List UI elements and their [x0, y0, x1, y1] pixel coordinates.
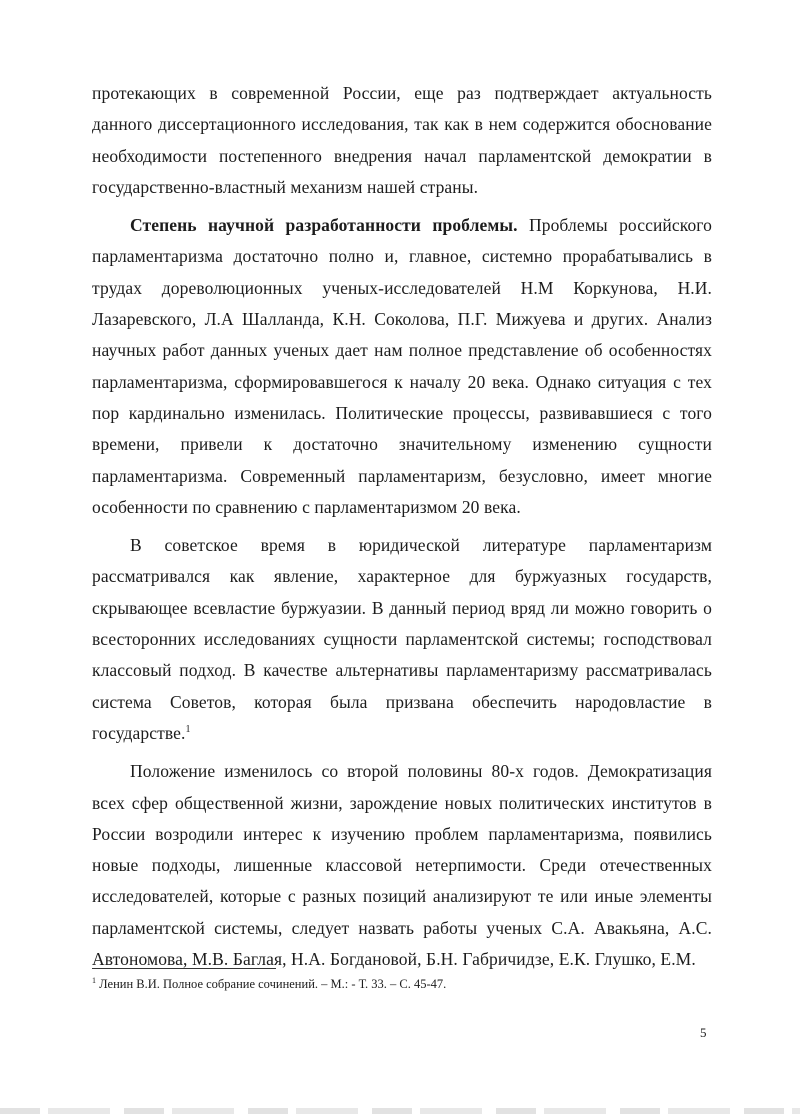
footnote-separator — [92, 968, 276, 969]
paragraph-1-text: протекающих в современной России, еще раз подтверждает актуальность данного диссертационного исследования, так как в нем содержится обоснование необходимости постепенного внедрения начал парламентской демократии в государственно-властный механизм нашей страны. — [92, 83, 712, 197]
paragraph-4-text: Положение изменилось со второй половины 80-х годов. Демократизация всех сфер общественной жизни, зарождение новых политических институтов в России возродили интерес к изучению проблем парламентаризма, появились новые подходы, лишенные классовой нетерпимости. Среди отечественных исследователей, которые с разных позиций анализируют те или иные элементы парламентской системы, следует назвать работы ученых С.А. Авакьяна, А.С. Автономова, М.В. Баглая, Н.А. Богдановой, Б.Н. Габричидзе, Е.К. Глушко, Е.М. — [92, 761, 712, 970]
paragraph-1 — [92, 78, 712, 203]
paragraph-2-text: Проблемы российского парламентаризма достаточно полно и, главное, системно прорабатывались в трудах дореволюционных ученых-исследователей Н.М Коркунова, Н.И. Лазаревского, Л.А Шалланда, К.Н. Соколова, П.Г. Мижуева и других. Анализ научных работ данных ученых дает нам полное представление об особенностях парламентаризма, сформировавшегося к началу 20 века. Однако ситуация с тех пор кардинально изменилась. Политические процессы, развивавшиеся с того времени, привели к достаточно значительному изменению сущности парламентаризма. Современный парламентаризм, безусловно, имеет многие особенности по сравнению с парламентаризмом 20 века. — [92, 215, 712, 517]
footnote-text: Ленин В.И. Полное собрание сочинений. – М.: - Т. 33. – С. 45-47. — [96, 977, 447, 991]
paragraph-3-text: В советское время в юридической литературе парламентаризм рассматривался как явление, характерное для буржуазных государств, скрывающее всевластие буржуазии. В данный период вряд ли можно говорить о всесторонних исследованиях сущности парламентской системы; господствовал классовый подход. В качестве альтернативы парламентаризму рассматривалась система Советов, которая была призвана обеспечить народовластие в государстве. — [92, 535, 712, 743]
paragraph-3 — [92, 530, 712, 749]
footnote — [92, 976, 712, 992]
main-text — [92, 78, 712, 982]
section-heading: Степень научной разработанности проблемы. — [130, 215, 518, 236]
footnote-reference: 1 — [185, 724, 191, 736]
page-number: 5 — [700, 1025, 707, 1040]
scan-edge-artifact — [0, 1108, 800, 1114]
paragraph-4 — [92, 756, 712, 975]
footnote-mark: 1 — [92, 975, 96, 985]
paragraph-2 — [92, 210, 712, 523]
